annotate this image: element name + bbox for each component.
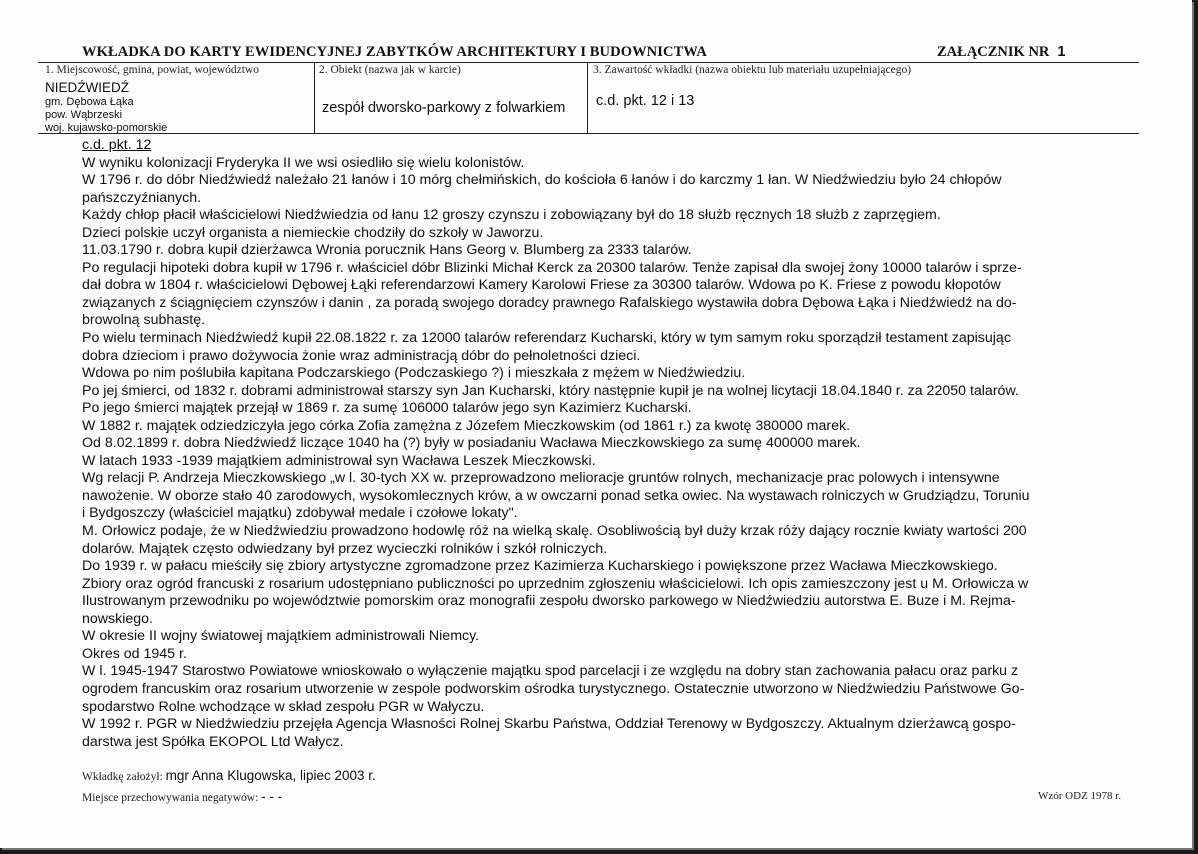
body-line: Po wielu terminach Niedźwiedź kupił 22.08.1822 r. za 12000 talarów referendarz Kucharski, który w tym samym roku sporządził testament zapisując — [82, 330, 1011, 347]
body-line: i Bydgoszczy (właściciel majątku) zdobywał medale i czołowe lokaty". — [82, 505, 518, 522]
body-line: ogrodem francuskim oraz rosarium utworzenie w zespole podworskim ośrodka turystycznego. Ostatecznie utworzono w Niedźwiedziu Państwowe Go- — [82, 680, 1025, 697]
body-line: dał dobra w 1804 r. właścicielowi Dębowej Łąki referendarzowi Kamery Karolowi Friese za 30300 talarów. Wdowa po K. Friese z powodu kłopotów — [82, 277, 1001, 294]
object-name: zespół dworsko-parkowy z folwarkiem — [322, 100, 566, 116]
footer-author — [82, 768, 376, 783]
footer-negatives-value: - - - — [261, 789, 283, 804]
body-line: 11.03.1790 r. dobra kupił dzierżawca Wronia porucznik Hans Georg v. Blumberg za 2333 talarów. — [82, 242, 692, 259]
body-line: W latach 1933 -1939 majątkiem administrował syn Wacława Leszek Mieczkowski. — [82, 452, 596, 469]
footer-author-value: mgr Anna Klugowska, lipiec 2003 r. — [165, 768, 376, 783]
annex-label — [937, 44, 1065, 61]
body-line: nawożenie. W oborze stało 40 zarodowych, wysokomlecznych krów, a w owczarni ponad setka owiec. Na wystawach rolniczych w Grudziądzu, Toruniu — [82, 487, 1030, 504]
field-3-label: 3. Zawartość wkładki (nazwa obiektu lub materiału uzupełniającego) — [593, 64, 912, 76]
body-line: związanych z ściągnięciem czynszów i danin , za poradą swojego doradcy prawnego Rafalskiego wystawiła dobra Dębowa Łąka i Niedźwiedź na do- — [82, 294, 1017, 311]
body-line: nowskiego. — [82, 610, 153, 627]
body-line: dobra dzieciom i prawo dożywocia żonie wraz administracją dóbr do pełnoletności dzieci. — [82, 347, 641, 364]
column-divider-2 — [587, 62, 588, 133]
body-line: pańszczyźnianych. — [82, 189, 202, 206]
header-top-rule — [38, 62, 1139, 63]
locality-voivodeship: woj. kujawsko-pomorskie — [45, 122, 168, 134]
body-line: W 1992 r. PGR w Niedźwiedziu przejęła Agencja Własności Rolnej Skarbu Państwa, Oddział Terenowy w Bydgoszczy. Aktualnym dzierżawcą gospo- — [82, 716, 1016, 733]
header-bottom-rule — [38, 133, 1139, 134]
insert-contents: c.d. pkt. 12 i 13 — [596, 93, 695, 109]
body-line: Po regulacji hipoteki dobra kupił w 1796 r. właściciel dóbr Blizinki Michał Kerck za 20300 talarów. Tenże zapisał dla swojej żony 10000 talarów i sprze- — [82, 259, 1022, 276]
body-line: Ilustrowanym przewodniku po województwie pomorskim oraz monografii zespołu dworsko parkowego w Niedźwiedziu autorstwa E. Buze i M. Rejma- — [82, 593, 1016, 610]
annex-label-text: ZAŁĄCZNIK NR — [937, 44, 1050, 60]
body-lines — [82, 155, 1132, 752]
body-line: Do 1939 r. w pałacu mieściły się zbiory artystyczne zgromadzone przez Kazimierza Kucharskiego i powiększone przez Wacława Mieczkowskiego. — [82, 558, 998, 575]
locality-powiat: pow. Wąbrzeski — [45, 109, 123, 121]
body-text — [82, 137, 1132, 751]
body-line: spodarstwo Rolne wchodzące w skład zespołu PGR w Wałyczu. — [82, 698, 485, 715]
body-line: Każdy chłop płacił właścicielowi Niedźwiedzia od łanu 12 groszy czynszu i zobowiązany był do 18 służb ręcznych 18 służb z zaprzęgiem. — [82, 207, 941, 224]
body-line: Wdowa po nim poślubiła kapitana Podczarskiego (Podczaskiego ?) i mieszkała z mężem w Niedźwiedziu. — [82, 365, 746, 382]
field-1-label: 1. Miejscowość, gmina, powiat, województwo — [45, 64, 259, 76]
footer-negatives-label: Miejsce przechowywania negatywów: — [82, 792, 259, 804]
footer-negatives — [82, 789, 282, 804]
body-line: Okres od 1945 r. — [82, 645, 187, 662]
annex-number: 1 — [1057, 44, 1066, 60]
body-line: W 1796 r. do dóbr Niedźwiedź należało 21 łanów i 10 mórg chełmińskich, do kościoła 6 łanów i do karczmy 1 łan. W Niedźwiedziu było 24 chłopów — [82, 172, 1002, 189]
body-line: darstwa jest Spółka EKOPOL Ltd Wałycz. — [82, 733, 344, 750]
body-line: W 1882 r. majątek odziedziczyła jego córka Zofia zamężna z Józefem Mieczkowskim (od 1861 r.) za kwotę 380000 marek. — [82, 417, 851, 434]
body-line: browolną subhastę. — [82, 312, 206, 329]
body-line: Wg relacji P. Andrzeja Mieczkowskiego „w l. 30-tych XX w. przeprowadzono melioracje gruntów rolnych, mechanizacje prac polowych i intensywne — [82, 470, 1000, 487]
form-title: WKŁADKA DO KARTY EWIDENCYJNEJ ZABYTKÓW ARCHITEKTURY I BUDOWNICTWA — [82, 44, 707, 60]
column-divider-1 — [314, 62, 315, 133]
body-line: Dzieci polskie uczył organista a niemieckie chodziły do szkoły w Jaworzu. — [82, 224, 544, 241]
body-line: Po jej śmierci, od 1832 r. dobrami administrował starszy syn Jan Kucharski, który następnie kupił je na wolnej licytacji 18.04.1840 r. za 22050 talarów. — [82, 382, 1019, 399]
field-2-label: 2. Obiekt (nazwa jak w karcie) — [319, 64, 461, 76]
locality-gmina: gm. Dębowa Łąka — [45, 96, 134, 108]
body-heading: c.d. pkt. 12 — [82, 137, 152, 153]
body-line: Po jego śmierci majątek przejął w 1869 r. za sumę 106000 talarów jego syn Kazimierz Kucharski. — [82, 400, 692, 417]
locality-name: NIEDŹWIEDŹ — [45, 80, 129, 95]
body-line: W wyniku kolonizacji Fryderyka II we wsi osiedliło się wielu kolonistów. — [82, 154, 525, 171]
body-line: W l. 1945-1947 Starostwo Powiatowe wnioskowało o wyłączenie majątku spod parcelacji i ze względu na dobry stan zachowania pałacu oraz parku z — [82, 663, 1019, 680]
body-line: W okresie II wojny światowej majątkiem administrowali Niemcy. — [82, 628, 480, 645]
footer-author-label: Wkładkę założył: — [82, 771, 163, 783]
body-line: Od 8.02.1899 r. dobra Niedźwiedź liczące 1040 ha (?) były w posiadaniu Wacława Mieczkowskiego za sumę 400000 marek. — [82, 435, 861, 452]
body-line: Zbiory oraz ogród francuski z rosarium udostępniano publiczności po uprzednim zgłoszeniu właścicielowi. Ich opis zamieszczony jest u M. Orłowicza w — [82, 575, 1029, 592]
body-line: dolarów. Majątek często odwiedzany był przez wycieczki rolników i szkół rolniczych. — [82, 540, 608, 557]
form-code: Wzór ODZ 1978 r. — [1038, 790, 1122, 802]
body-line: M. Orłowicz podaje, że w Niedźwiedziu prowadzono hodowlę róż na wielką skalę. Osobliwością był duży krzak róży dający rocznie kwiaty wartości 200 — [82, 523, 1027, 540]
